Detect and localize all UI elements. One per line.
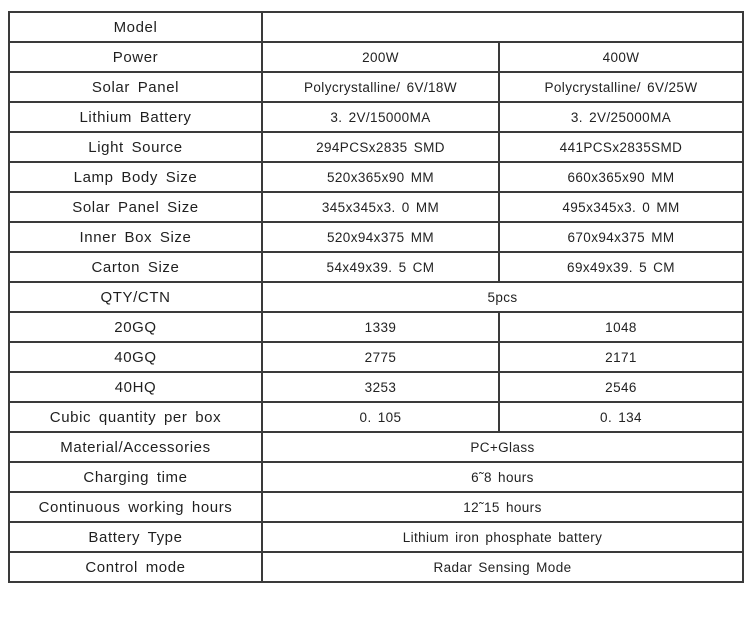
spec-table-container [8,11,742,583]
cell-value: 54x49x39. 5 CM [262,252,499,282]
cell-value: 3. 2V/25000MA [499,102,743,132]
cell-value [262,12,743,42]
cell-value: 2775 [262,342,499,372]
table-row [9,432,743,462]
row-label: Charging time [9,462,262,492]
row-label: Control mode [9,552,262,582]
row-label: Lithium Battery [9,102,262,132]
cell-value: Lithium iron phosphate battery [262,522,743,552]
cell-value: 1339 [262,312,499,342]
cell-value: 3253 [262,372,499,402]
row-label: 40GQ [9,342,262,372]
spec-table-body [9,12,743,582]
table-row [9,522,743,552]
cell-value: 12˜15 hours [262,492,743,522]
table-row [9,12,743,42]
cell-value: 69x49x39. 5 CM [499,252,743,282]
cell-value: 200W [262,42,499,72]
cell-value: PC+Glass [262,432,743,462]
row-label: Power [9,42,262,72]
row-label: Lamp Body Size [9,162,262,192]
table-row [9,132,743,162]
cell-value: 0. 134 [499,402,743,432]
row-label: Light Source [9,132,262,162]
table-row [9,222,743,252]
table-row [9,552,743,582]
cell-value: Polycrystalline/ 6V/18W [262,72,499,102]
table-row [9,102,743,132]
row-label: Cubic quantity per box [9,402,262,432]
row-label: Continuous working hours [9,492,262,522]
table-row [9,492,743,522]
cell-value: 441PCSx2835SMD [499,132,743,162]
row-label: Material/Accessories [9,432,262,462]
cell-value: 400W [499,42,743,72]
table-row [9,312,743,342]
cell-value: 345x345x3. 0 MM [262,192,499,222]
row-label: Solar Panel [9,72,262,102]
cell-value: 5pcs [262,282,743,312]
row-label: Battery Type [9,522,262,552]
table-row [9,42,743,72]
cell-value: 520x365x90 MM [262,162,499,192]
cell-value: 660x365x90 MM [499,162,743,192]
cell-value: 3. 2V/15000MA [262,102,499,132]
table-row [9,462,743,492]
table-row [9,72,743,102]
cell-value: 6˜8 hours [262,462,743,492]
table-row [9,282,743,312]
row-label: Carton Size [9,252,262,282]
cell-value: 294PCSx2835 SMD [262,132,499,162]
row-label: 40HQ [9,372,262,402]
table-row [9,342,743,372]
table-row [9,402,743,432]
cell-value: 2546 [499,372,743,402]
row-label: 20GQ [9,312,262,342]
row-label: Inner Box Size [9,222,262,252]
product-spec-table [8,11,744,583]
row-label: Solar Panel Size [9,192,262,222]
cell-value: 1048 [499,312,743,342]
table-row [9,252,743,282]
cell-value: 495x345x3. 0 MM [499,192,743,222]
cell-value: 670x94x375 MM [499,222,743,252]
cell-value: 0. 105 [262,402,499,432]
table-row [9,372,743,402]
table-row [9,192,743,222]
table-row [9,162,743,192]
row-label: Model [9,12,262,42]
cell-value: Radar Sensing Mode [262,552,743,582]
cell-value: Polycrystalline/ 6V/25W [499,72,743,102]
row-label: QTY/CTN [9,282,262,312]
cell-value: 520x94x375 MM [262,222,499,252]
cell-value: 2171 [499,342,743,372]
